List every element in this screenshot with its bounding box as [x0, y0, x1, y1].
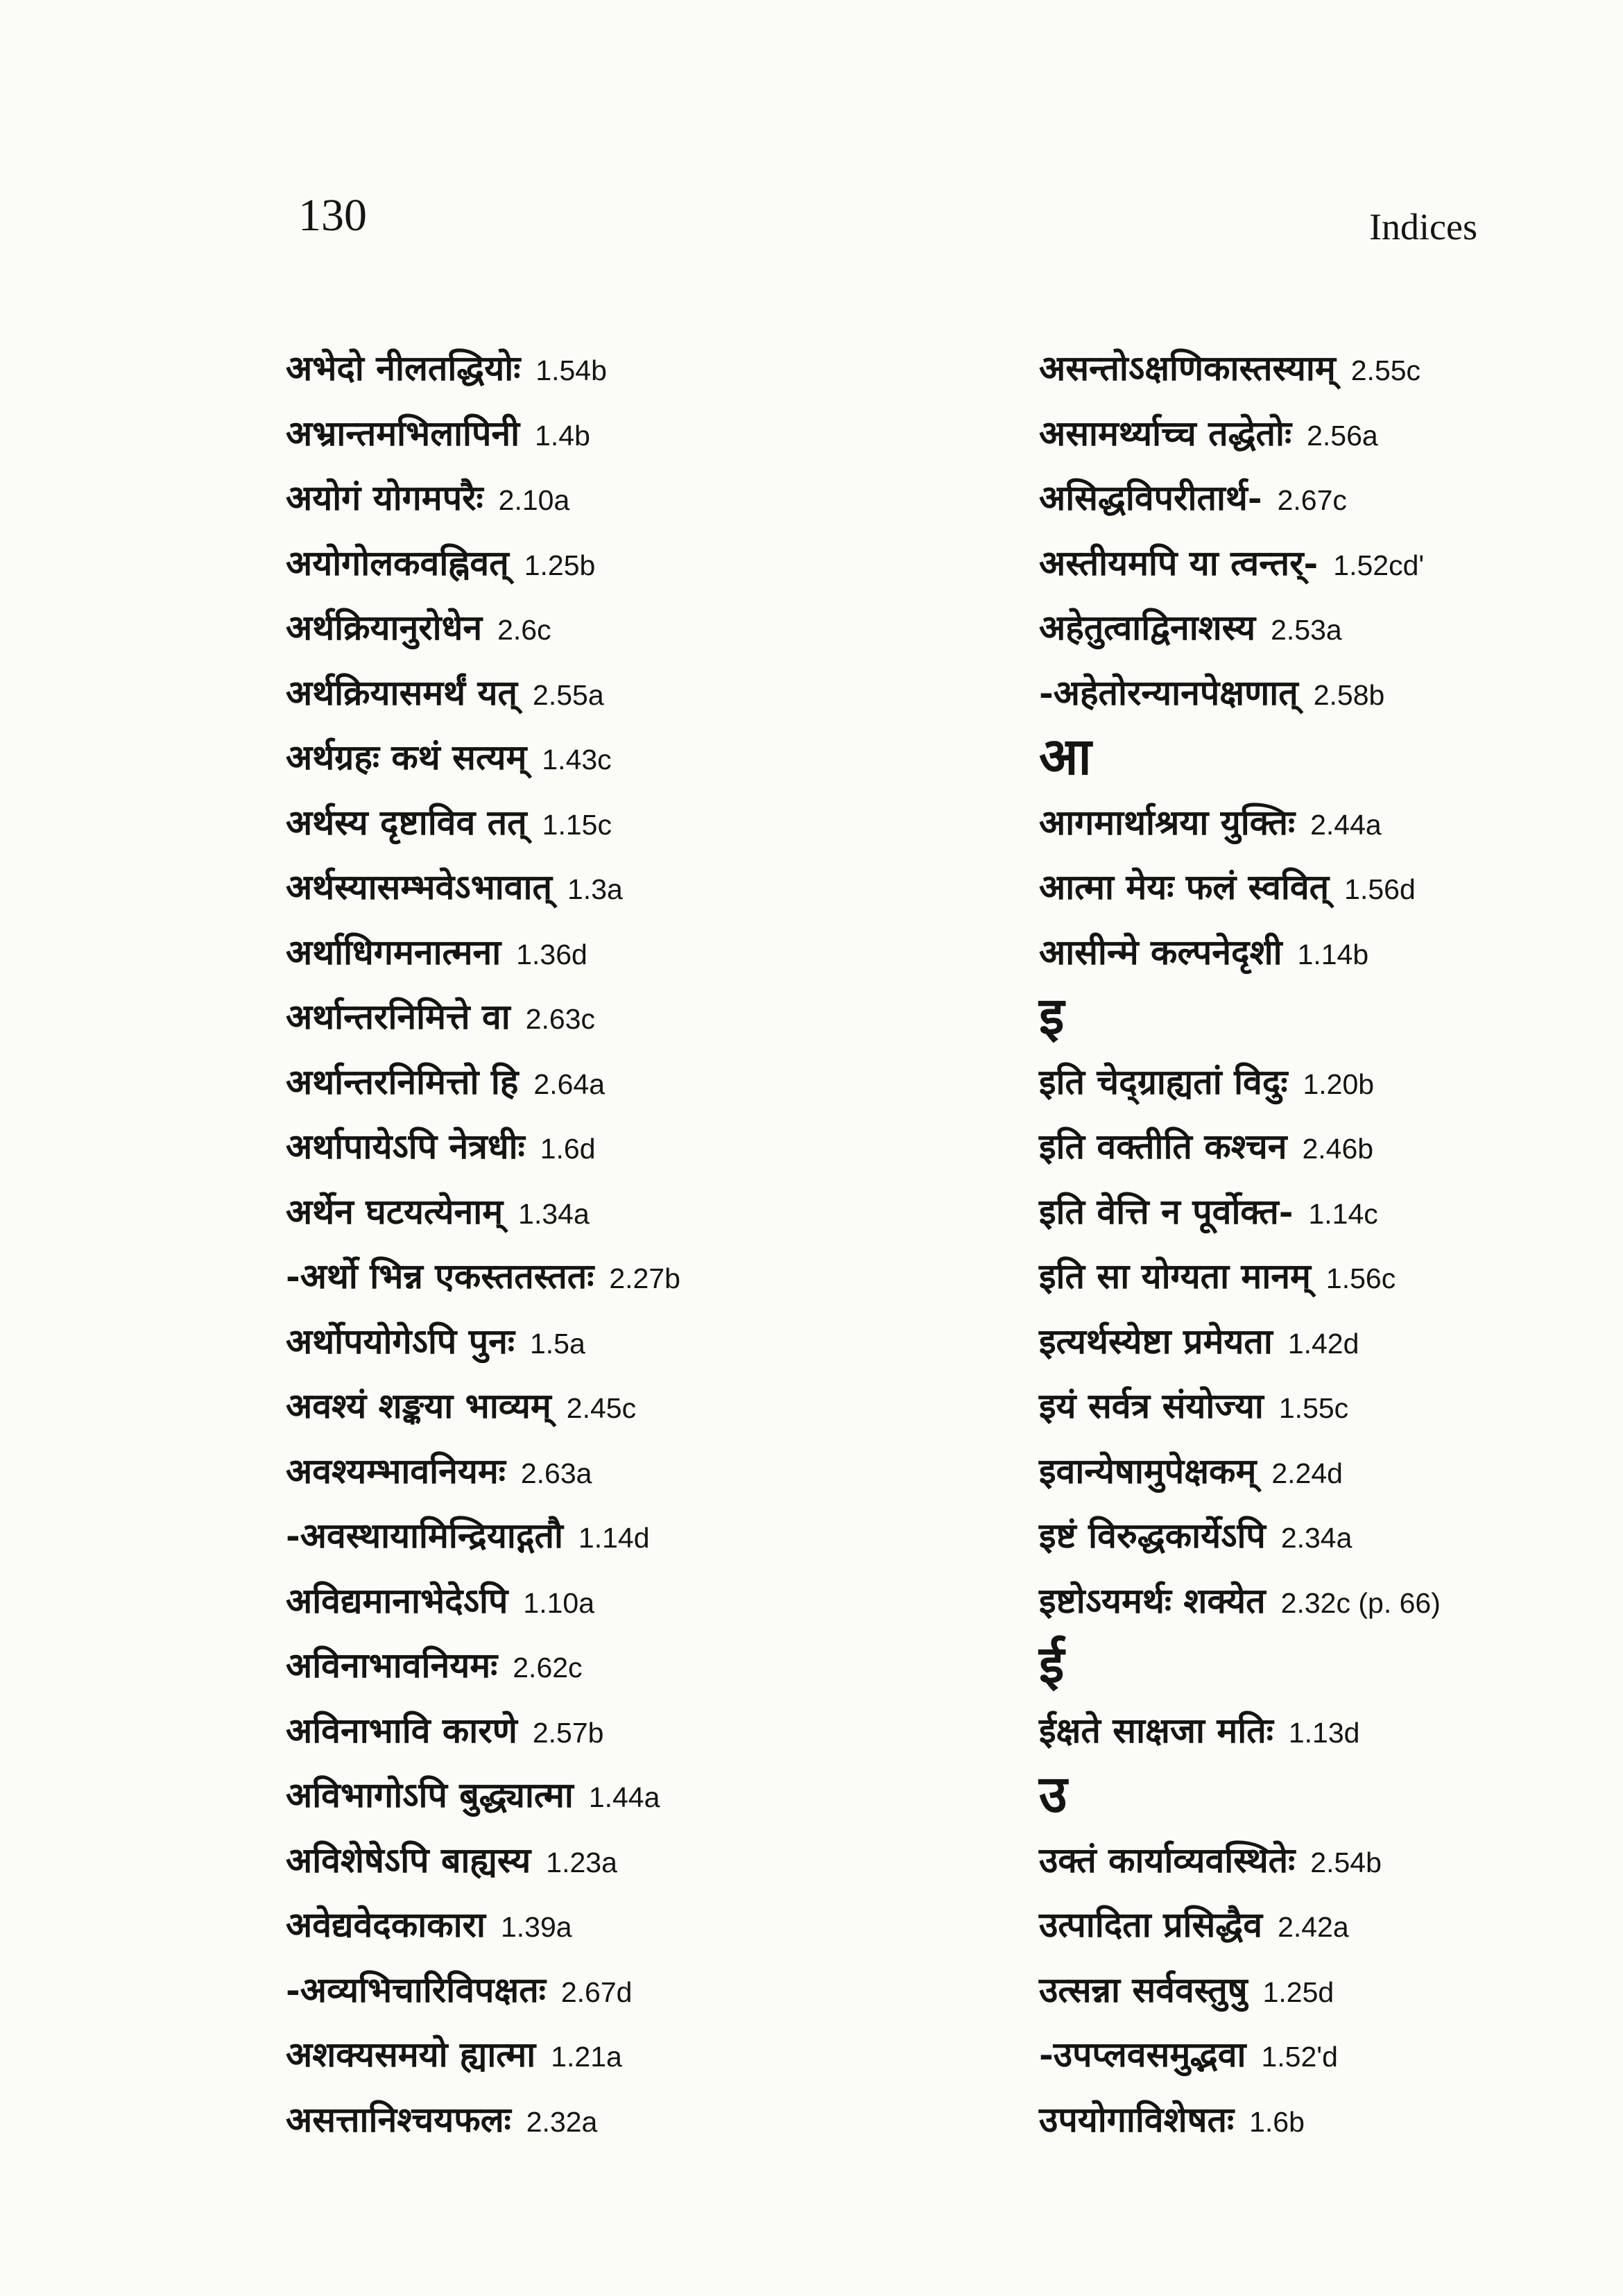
entry-reference: 2.44a [1310, 808, 1382, 841]
index-entry [1039, 2022, 1566, 2087]
entry-headword: उक्तं कार्याव्यवस्थितेः [1039, 1839, 1296, 1881]
index-column-left [286, 336, 910, 2152]
entry-headword: अवेद्यवेदकाकारा [286, 1904, 486, 1945]
index-entry [1039, 1309, 1566, 1374]
index-entry [1039, 1050, 1566, 1115]
entry-reference: 2.24d [1271, 1457, 1343, 1489]
entry-reference: 1.54b [535, 354, 607, 386]
entry-reference: 1.44a [588, 1781, 660, 1813]
section-letter: ई [1039, 1635, 1065, 1695]
entry-reference: 1.5a [529, 1327, 585, 1360]
entry-headword: अर्थोपयोगेऽपि पुनः [286, 1320, 515, 1362]
entry-headword: आसीन्मे कल्पनेदृशी [1039, 931, 1282, 973]
index-entry [286, 1763, 910, 1828]
entry-headword: इति वक्तीति कश्चन [1039, 1126, 1287, 1167]
entry-headword: अयोगं योगमपरैः [286, 477, 483, 518]
entry-headword: इति वेत्ति न पूर्वोक्त- [1039, 1190, 1294, 1232]
entry-headword: अयोगोलकवह्निवत् [286, 542, 509, 583]
entry-reference: 2.6c [497, 614, 551, 646]
index-entry [1039, 790, 1566, 855]
entry-headword: इत्यर्थस्येष्टा प्रमेयता [1039, 1320, 1273, 1362]
entry-headword: अर्थान्तरनिमित्तो हि [286, 1061, 519, 1102]
entry-reference: 1.25b [524, 549, 596, 581]
page-number: 130 [298, 190, 367, 241]
entry-headword: -अवस्थायामिन्द्रियाद्गतौ [286, 1515, 563, 1556]
entry-headword: असन्तोऽक्षणिकास्तस्याम् [1039, 348, 1336, 388]
index-entry [286, 2022, 910, 2087]
entry-headword: -अर्थो भिन्न एकस्ततस्ततः [286, 1256, 594, 1296]
index-entry [1039, 855, 1566, 920]
index-entry [286, 1633, 910, 1698]
index-entry [1039, 1698, 1566, 1763]
entry-reference: 1.13d [1288, 1716, 1360, 1749]
index-entry [286, 855, 910, 920]
entry-reference: 2.57b [532, 1716, 604, 1749]
entry-headword: अर्थस्य दृष्टाविव तत् [286, 801, 527, 843]
index-entry [286, 1568, 910, 1634]
index-entry [286, 401, 910, 466]
index-entry [286, 465, 910, 531]
index-entry [1039, 1114, 1566, 1179]
entry-reference: 1.4b [535, 419, 590, 452]
index-column-right [1039, 336, 1566, 2152]
entry-headword: अविभागोऽपि बुद्ध्यात्मा [286, 1774, 574, 1815]
index-entry [286, 1828, 910, 1893]
entry-headword: -अहेतोरन्यानपेक्षणात् [1039, 671, 1298, 713]
index-entry [286, 595, 910, 660]
index-entry [286, 1439, 910, 1504]
index-entry [1039, 1568, 1566, 1634]
entry-headword: अभ्रान्तमभिलापिनी [286, 412, 520, 454]
entry-headword: इवान्येषामुपेक्षकम् [1039, 1450, 1257, 1491]
entry-headword: -उपप्लवसमुद्भवा [1039, 2034, 1246, 2075]
entry-reference: 2.46b [1302, 1133, 1374, 1165]
entry-headword: अर्थग्रहः कथं सत्यम् [286, 737, 527, 778]
entry-reference: 1.14d [578, 1522, 650, 1554]
entry-headword: ईक्षते साक्षजा मतिः [1039, 1709, 1273, 1751]
entry-headword: अर्थस्यासम्भवेऽभावात् [286, 866, 552, 907]
entry-headword: अर्थक्रियानुरोधेन [286, 607, 483, 648]
index-entry [286, 2087, 910, 2152]
entry-reference: 1.14b [1297, 938, 1369, 970]
entry-reference: 2.58b [1313, 678, 1385, 711]
entry-headword: अर्थापायेऽपि नेत्रधीः [286, 1126, 525, 1167]
entry-headword: आत्मा मेयः फलं स्ववित् [1039, 866, 1330, 907]
entry-headword: इयं सर्वत्र संयोज्या [1039, 1385, 1264, 1426]
entry-reference: 2.32a [526, 2105, 598, 2138]
entry-headword: अस्तीयमपि या त्वन्तर्- [1039, 542, 1319, 583]
index-entry [286, 1698, 910, 1763]
index-entry [286, 336, 910, 401]
entry-reference: 1.34a [518, 1197, 590, 1230]
entry-headword: -अव्यभिचारिविपक्षतः [286, 1969, 546, 2010]
entry-headword: उपयोगाविशेषतः [1039, 2098, 1235, 2140]
entry-reference: 1.15c [542, 808, 612, 841]
section-letter: इ [1039, 986, 1065, 1046]
entry-reference: 2.55a [533, 678, 604, 711]
index-entry [286, 1309, 910, 1374]
entry-headword: अशक्यसमयो ह्यात्मा [286, 2034, 536, 2075]
index-entry [1039, 1179, 1566, 1244]
entry-reference: 1.3a [567, 873, 623, 905]
entry-headword: अर्थान्तरनिमित्ते वा [286, 996, 510, 1037]
entry-headword: असामर्थ्याच्च तद्धेतोः [1039, 412, 1292, 454]
index-entry [1039, 401, 1566, 466]
entry-headword: अर्थाधिगमनात्मना [286, 931, 501, 973]
index-entry [286, 920, 910, 985]
entry-reference: 2.63c [525, 1003, 596, 1035]
entry-reference: 2.67d [560, 1976, 633, 2008]
entry-headword: आगमार्थाश्रया युक्तिः [1039, 801, 1296, 843]
entry-headword: अवश्यम्भावनियमः [286, 1450, 506, 1491]
entry-reference: 1.10a [523, 1586, 595, 1619]
index-entry [286, 1373, 910, 1439]
entry-headword: अर्थक्रियासमर्थं यत् [286, 671, 518, 713]
entry-reference: 1.52cd' [1333, 549, 1425, 581]
index-entry [1039, 2087, 1566, 2152]
entry-reference: 1.21a [551, 2041, 622, 2073]
entry-headword: अहेतुत्वाद्विनाशस्य [1039, 607, 1256, 648]
index-entry [1039, 465, 1566, 531]
entry-reference: 1.43c [542, 744, 612, 776]
entry-reference: 2.10a [498, 484, 570, 516]
entry-reference: 2.67c [1277, 484, 1347, 516]
entry-headword: अभेदो नीलतद्धियोः [286, 348, 521, 388]
index-entry [1039, 660, 1566, 726]
entry-reference: 1.39a [500, 1911, 572, 1943]
index-entry [1039, 336, 1566, 401]
index-entry [286, 790, 910, 855]
entry-reference: 1.52'd [1261, 2041, 1338, 2073]
entry-reference: 1.20b [1303, 1068, 1375, 1100]
entry-reference: 2.63a [520, 1457, 592, 1489]
entry-headword: अविनाभावि कारणे [286, 1709, 517, 1751]
entry-reference: 2.45c [566, 1392, 637, 1424]
entry-reference: 2.32c (p. 66) [1280, 1586, 1441, 1619]
entry-reference: 1.42d [1287, 1327, 1359, 1360]
section-letter: आ [1039, 727, 1092, 787]
entry-reference: 1.23a [546, 1846, 617, 1878]
entry-headword: अवश्यं शङ्कया भाव्यम् [286, 1385, 551, 1426]
entry-reference: 1.14c [1308, 1197, 1378, 1230]
index-entry [286, 531, 910, 596]
index-entry [1039, 1828, 1566, 1893]
section-letter: उ [1039, 1765, 1067, 1824]
index-entry [286, 1503, 910, 1568]
index-entry [1039, 531, 1566, 596]
entry-reference: 1.6b [1249, 2105, 1305, 2138]
entry-reference: 2.27b [609, 1262, 680, 1294]
index-entry [1039, 1503, 1566, 1568]
index-entry [286, 984, 910, 1050]
entry-reference: 1.56d [1344, 873, 1416, 905]
index-entry [1039, 1244, 1566, 1309]
entry-headword: इति चेद्ग्राह्यतां विदुः [1039, 1061, 1288, 1102]
entry-headword: उत्पादिता प्रसिद्धैव [1039, 1904, 1263, 1945]
entry-reference: 1.6d [540, 1133, 596, 1165]
entry-reference: 2.34a [1280, 1522, 1352, 1554]
entry-headword: उत्सन्ना सर्ववस्तुषु [1039, 1969, 1248, 2010]
entry-headword: अर्थेन घटयत्येनाम् [286, 1190, 504, 1232]
index-entry [1039, 920, 1566, 985]
index-entry [1039, 1373, 1566, 1439]
entry-reference: 2.56a [1307, 419, 1378, 452]
index-entry [286, 1244, 910, 1309]
index-entry [286, 1957, 910, 2023]
index-entry [1039, 1957, 1566, 2023]
index-entry [286, 660, 910, 726]
index-entry [1039, 595, 1566, 660]
index-entry [286, 1114, 910, 1179]
entry-headword: इष्टं विरुद्धकार्येऽपि [1039, 1515, 1266, 1556]
entry-headword: असत्तानिश्चयफलः [286, 2098, 511, 2140]
entry-reference: 1.56c [1325, 1262, 1396, 1294]
entry-headword: असिद्धविपरीतार्थ- [1039, 477, 1262, 518]
index-entry [286, 1892, 910, 1957]
entry-reference: 1.36d [516, 938, 587, 970]
entry-headword: इति सा योग्यता मानम् [1039, 1256, 1311, 1296]
entry-reference: 1.25d [1262, 1976, 1334, 2008]
index-entry [286, 1050, 910, 1115]
entry-headword: इष्टोऽयमर्थः शक्येत [1039, 1579, 1266, 1621]
index-entry [1039, 1892, 1566, 1957]
entry-reference: 2.62c [513, 1652, 583, 1684]
entry-reference: 2.53a [1271, 614, 1342, 646]
entry-reference: 2.54b [1310, 1846, 1382, 1878]
entry-reference: 1.55c [1278, 1392, 1349, 1424]
entry-reference: 2.42a [1278, 1911, 1349, 1943]
running-head: Indices [1369, 206, 1477, 248]
entry-reference: 2.55c [1350, 354, 1421, 386]
index-entry [286, 1179, 910, 1244]
entry-reference: 2.64a [533, 1068, 606, 1100]
entry-headword: अविशेषेऽपि बाह्यस्य [286, 1839, 531, 1881]
entry-headword: अविनाभावनियमः [286, 1645, 498, 1686]
index-entry [286, 725, 910, 790]
index-entry [1039, 1439, 1566, 1504]
entry-headword: अविद्यमानाभेदेऽपि [286, 1579, 508, 1621]
